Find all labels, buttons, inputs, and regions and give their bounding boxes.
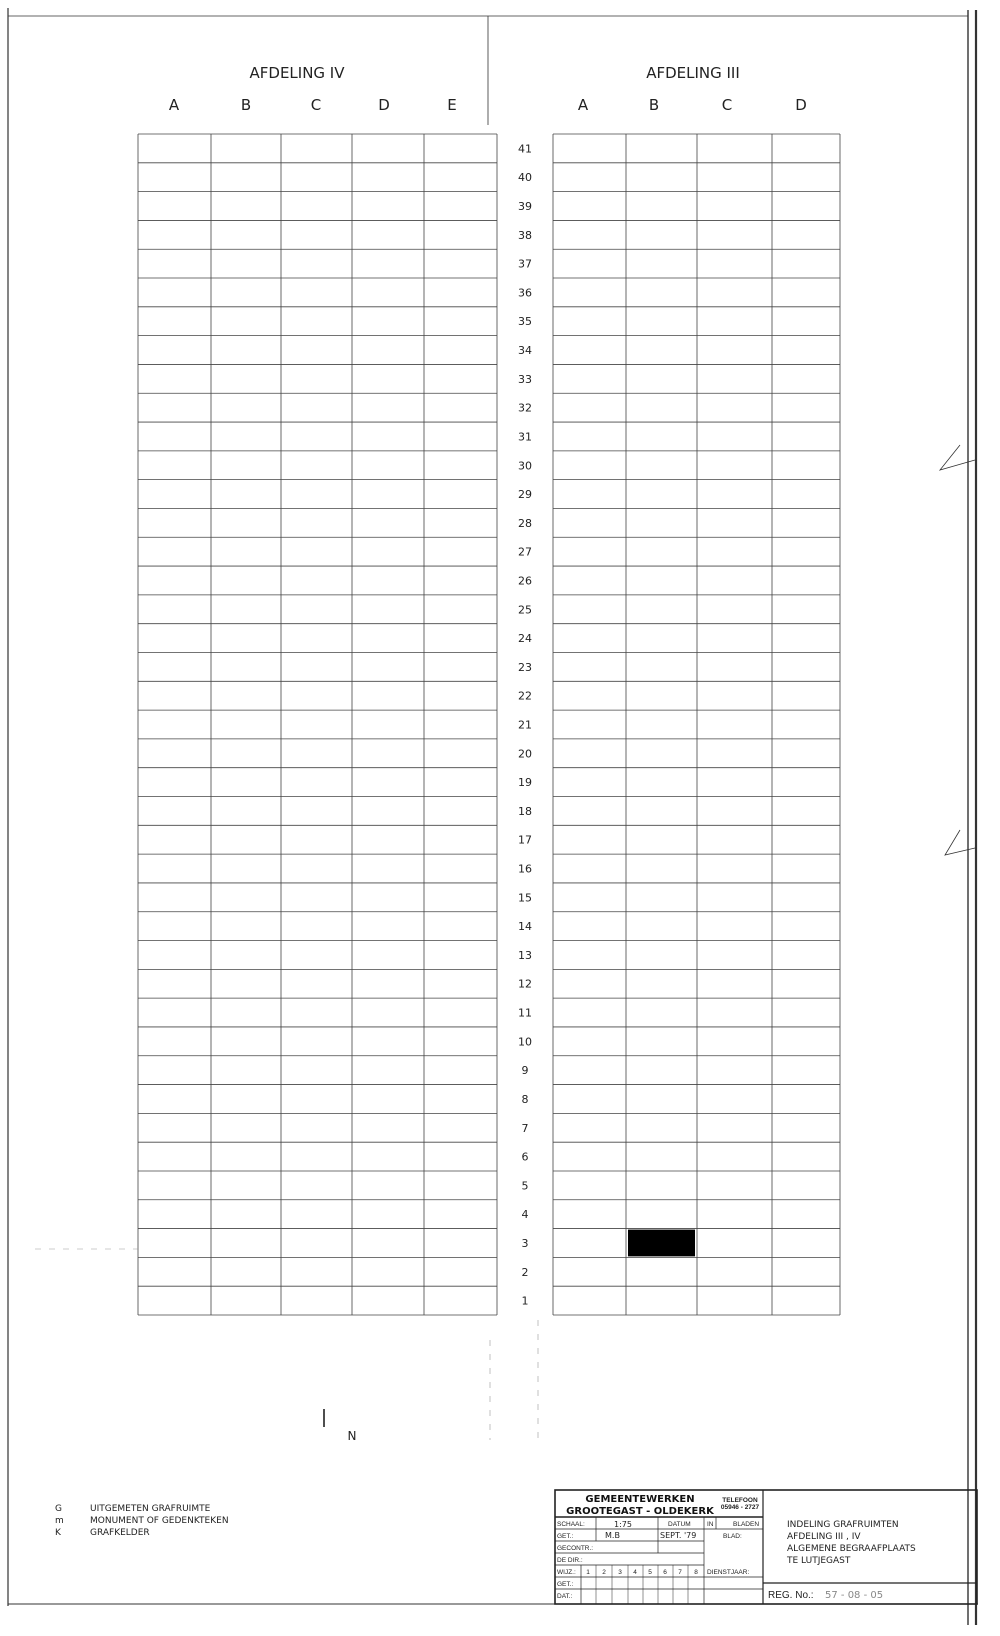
- row-label: 39: [518, 200, 532, 214]
- legend-code: G: [55, 1504, 62, 1514]
- wijz-number: 7: [678, 1569, 682, 1576]
- row-label: 9: [521, 1064, 529, 1078]
- dat-label: DAT.:: [557, 1593, 573, 1600]
- column-label: E: [447, 96, 457, 114]
- title-block: [555, 1490, 977, 1604]
- row-label: 37: [518, 257, 532, 271]
- column-label: A: [577, 96, 589, 114]
- row-label: 31: [518, 430, 532, 444]
- sheet-border: [8, 8, 978, 1625]
- north-arrow: [324, 1409, 356, 1443]
- north-label: N: [347, 1429, 357, 1443]
- row-label: 8: [521, 1092, 529, 1106]
- wijz-numbers: [586, 1569, 698, 1576]
- legend: [55, 1504, 229, 1538]
- section-iv-header: [169, 64, 457, 114]
- column-label: A: [168, 96, 180, 114]
- legend-code: m: [55, 1516, 64, 1526]
- row-label: 12: [518, 977, 532, 991]
- row-label: 21: [518, 718, 532, 732]
- row-label: 33: [518, 372, 532, 386]
- row-label: 17: [518, 833, 532, 847]
- row-label: 13: [518, 948, 532, 962]
- datum-value: SEPT. '79: [660, 1531, 697, 1540]
- dienstjaar-label: DIENSTJAAR:: [707, 1569, 750, 1576]
- legend-code: K: [55, 1528, 61, 1538]
- column-label: B: [648, 96, 660, 114]
- row-label: 1: [521, 1294, 529, 1308]
- bladen-label: BLADEN: [733, 1521, 760, 1528]
- row-label: 30: [518, 459, 532, 473]
- column-label: D: [378, 96, 390, 114]
- gecontr-label: GECONTR.:: [557, 1545, 594, 1552]
- reg-label: REG. No.:: [768, 1590, 814, 1601]
- datum-label: DATUM: [668, 1521, 691, 1528]
- schaal-value: 1:75: [614, 1520, 632, 1529]
- drawing-description: INDELING GRAFRUIMTEN: [787, 1520, 899, 1530]
- dashed-guides: [35, 1249, 538, 1440]
- wijz-number: 5: [648, 1569, 652, 1576]
- row-label: 20: [518, 747, 532, 761]
- telefoon-number: 05946 - 2727: [720, 1504, 760, 1511]
- section-title: AFDELING IV: [249, 64, 345, 82]
- highlighted-plot: [628, 1230, 695, 1257]
- row-label: 41: [518, 142, 532, 156]
- column-label: D: [795, 96, 807, 114]
- telefoon-label: TELEFOON: [722, 1497, 758, 1504]
- legend-text: GRAFKELDER: [90, 1528, 150, 1538]
- legend-text: UITGEMETEN GRAFRUIMTE: [90, 1504, 211, 1514]
- wijz-number: 3: [618, 1569, 622, 1576]
- section-iii-header: [578, 64, 807, 114]
- row-label: 27: [518, 545, 532, 559]
- row-label: 18: [518, 804, 532, 818]
- row-label: 35: [518, 315, 532, 329]
- in-label: IN: [707, 1521, 714, 1528]
- row-label: 10: [518, 1035, 532, 1049]
- row-label: 11: [518, 1006, 532, 1020]
- row-label: 25: [518, 603, 532, 617]
- section-iii-grid: [553, 134, 840, 1315]
- wijz-number: 8: [694, 1569, 698, 1576]
- drawing-description: AFDELING III , IV: [787, 1532, 861, 1542]
- legend-text: MONUMENT OF GEDENKTEKEN: [90, 1516, 229, 1526]
- reg-value: 57 - 08 - 05: [825, 1590, 884, 1601]
- row-label: 36: [518, 286, 532, 300]
- row-label: 5: [521, 1179, 529, 1193]
- get-label: GET.:: [557, 1533, 574, 1540]
- row-label: 16: [518, 862, 532, 876]
- row-label: 4: [521, 1208, 529, 1222]
- row-label: 7: [521, 1121, 529, 1135]
- org-name: GEMEENTEWERKEN: [585, 1494, 695, 1505]
- section-iv-grid: [138, 134, 497, 1315]
- row-label: 40: [518, 171, 532, 185]
- row-label: 28: [518, 516, 532, 530]
- row-label: 34: [518, 344, 532, 358]
- row-label: 29: [518, 488, 532, 502]
- blad-label: BLAD:: [723, 1533, 742, 1540]
- column-label: C: [721, 96, 733, 114]
- row-label: 19: [518, 776, 532, 790]
- wijz-number: 6: [663, 1569, 667, 1576]
- get-value: M.B: [605, 1531, 620, 1540]
- wijz-number: 4: [633, 1569, 637, 1576]
- row-label: 23: [518, 660, 532, 674]
- row-label: 26: [518, 574, 532, 588]
- highlighted-plot-cell: [628, 1230, 695, 1257]
- drawing-description: ALGEMENE BEGRAAFPLAATS: [787, 1544, 916, 1554]
- row-label: 2: [521, 1265, 529, 1279]
- row-label: 3: [521, 1236, 529, 1250]
- drawing-description: TE LUTJEGAST: [787, 1556, 851, 1566]
- get2-label: GET.:: [557, 1581, 574, 1588]
- column-label: C: [310, 96, 322, 114]
- row-label: 14: [518, 920, 532, 934]
- section-title: AFDELING III: [646, 64, 740, 82]
- wijz-number: 1: [586, 1569, 590, 1576]
- org-location: GROOTEGAST - OLDEKERK: [566, 1506, 714, 1517]
- row-label: 24: [518, 632, 532, 646]
- row-label: 22: [518, 689, 532, 703]
- wijz-number: 2: [602, 1569, 606, 1576]
- column-label: B: [240, 96, 252, 114]
- row-label: 6: [521, 1150, 529, 1164]
- schaal-label: SCHAAL:: [557, 1521, 585, 1528]
- dedir-label: DE DIR.:: [557, 1557, 583, 1564]
- row-label: 15: [518, 891, 532, 905]
- row-number-labels: [518, 142, 532, 1307]
- row-label: 38: [518, 228, 532, 242]
- row-label: 32: [518, 401, 532, 415]
- wijz-label: WIJZ.:: [557, 1569, 576, 1576]
